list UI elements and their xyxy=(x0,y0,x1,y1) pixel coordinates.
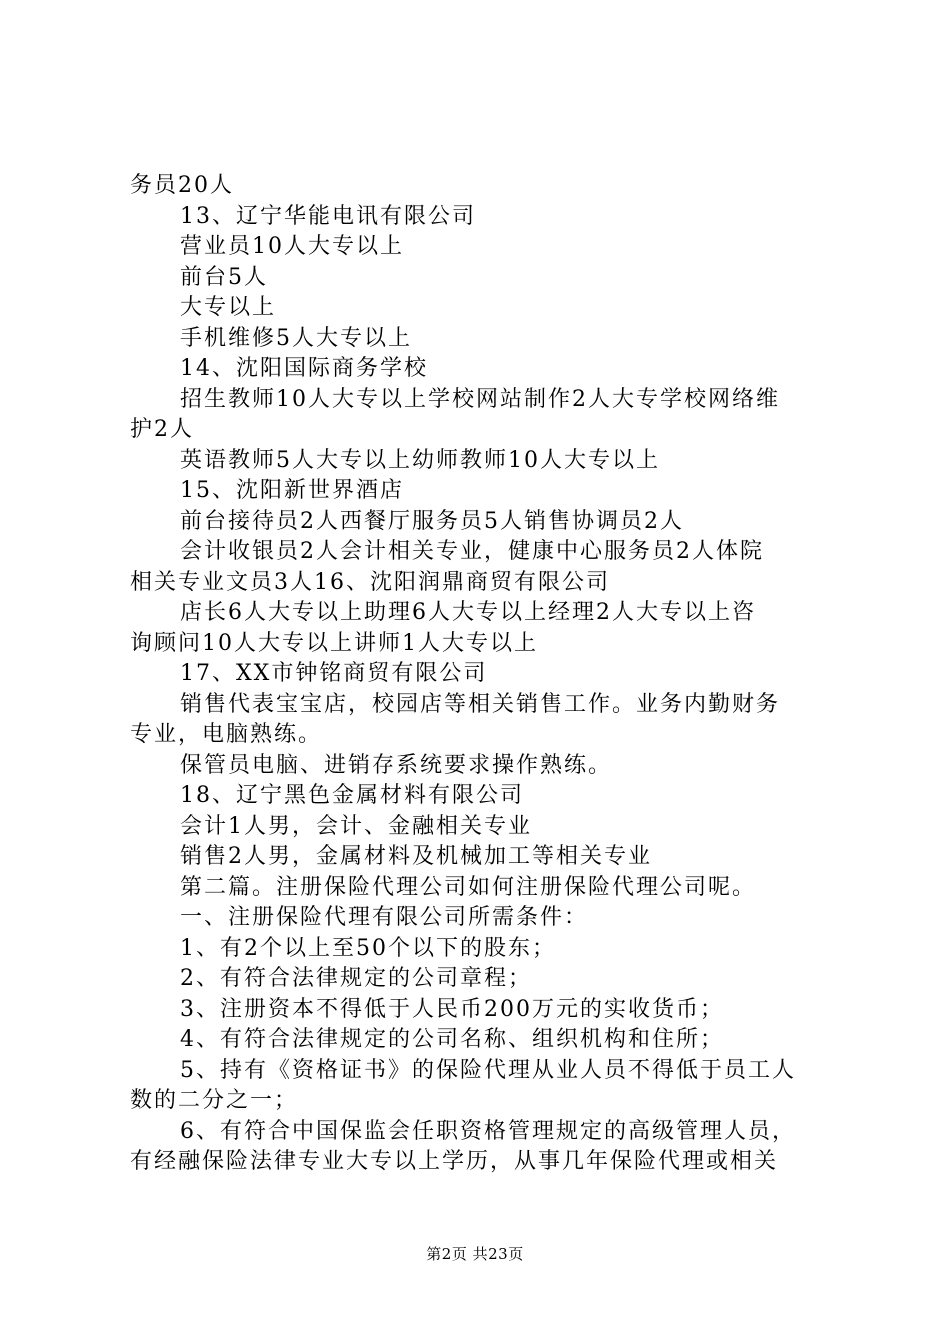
text-line: 务员20人 xyxy=(130,173,234,198)
text-line: 销售代表宝宝店，校园店等相关销售工作。业务内勤财务 xyxy=(180,691,781,717)
text-line: 保管员电脑、进销存系统要求操作熟练。 xyxy=(180,752,613,778)
text-line: 相关专业文员3人16、沈阳润鼎商贸有限公司 xyxy=(130,569,610,595)
text-line: 前台5人 xyxy=(180,264,268,290)
text-line: 会计收银员2人会计相关专业，健康中心服务员2人体院 xyxy=(180,539,764,564)
text-line: 3、注册资本不得低于人民币200万元的实收货币； xyxy=(180,996,724,1022)
text-line: 6、有符合中国保监会任职资格管理规定的高级管理人员， xyxy=(180,1118,796,1144)
text-line: 一、注册保险代理有限公司所需条件： xyxy=(180,905,589,930)
text-line: 2、有符合法律规定的公司章程； xyxy=(180,966,532,991)
text-line: 有经融保险法律专业大专以上学历，从事几年保险代理或相关 xyxy=(130,1149,779,1174)
text-line: 13、辽宁华能电讯有限公司 xyxy=(180,203,476,229)
text-line: 英语教师5人大专以上幼师教师10人大专以上 xyxy=(180,447,660,473)
text-line: 第二篇。注册保险代理公司如何注册保险代理公司呢。 xyxy=(180,874,757,900)
text-line: 护2人 xyxy=(130,417,194,442)
text-line: 专业，电脑熟练。 xyxy=(130,722,323,747)
text-line: 1、有2个以上至50个以下的股东； xyxy=(180,935,556,961)
text-line: 大专以上 xyxy=(180,295,277,320)
text-line: 询顾问10人大专以上讲师1人大专以上 xyxy=(130,630,538,656)
text-line: 14、沈阳国际商务学校 xyxy=(180,356,428,381)
text-line: 销售2人男，金属材料及机械加工等相关专业 xyxy=(180,844,652,869)
text-line: 店长6人大专以上助理6人大专以上经理2人大专以上咨 xyxy=(180,600,756,625)
text-line: 17、XX市钟铭商贸有限公司 xyxy=(180,661,488,686)
text-line: 18、辽宁黑色金属材料有限公司 xyxy=(180,783,524,808)
text-line: 4、有符合法律规定的公司名称、组织机构和住所； xyxy=(180,1027,724,1052)
text-line: 营业员10人大专以上 xyxy=(180,234,404,259)
text-line: 手机维修5人大专以上 xyxy=(180,325,412,351)
text-line: 数的二分之一； xyxy=(130,1088,299,1113)
document-body xyxy=(130,171,830,1178)
page-footer: 第2页 共23页 xyxy=(426,1245,524,1263)
text-line: 15、沈阳新世界酒店 xyxy=(180,478,404,503)
text-line: 会计1人男，会计、金融相关专业 xyxy=(180,813,532,839)
text-line: 招生教师10人大专以上学校网站制作2人大专学校网络维 xyxy=(180,386,780,412)
text-line: 5、持有《资格证书》的保险代理从业人员不得低于员工人 xyxy=(180,1057,796,1083)
text-line: 前台接待员2人西餐厅服务员5人销售协调员2人 xyxy=(180,508,684,534)
